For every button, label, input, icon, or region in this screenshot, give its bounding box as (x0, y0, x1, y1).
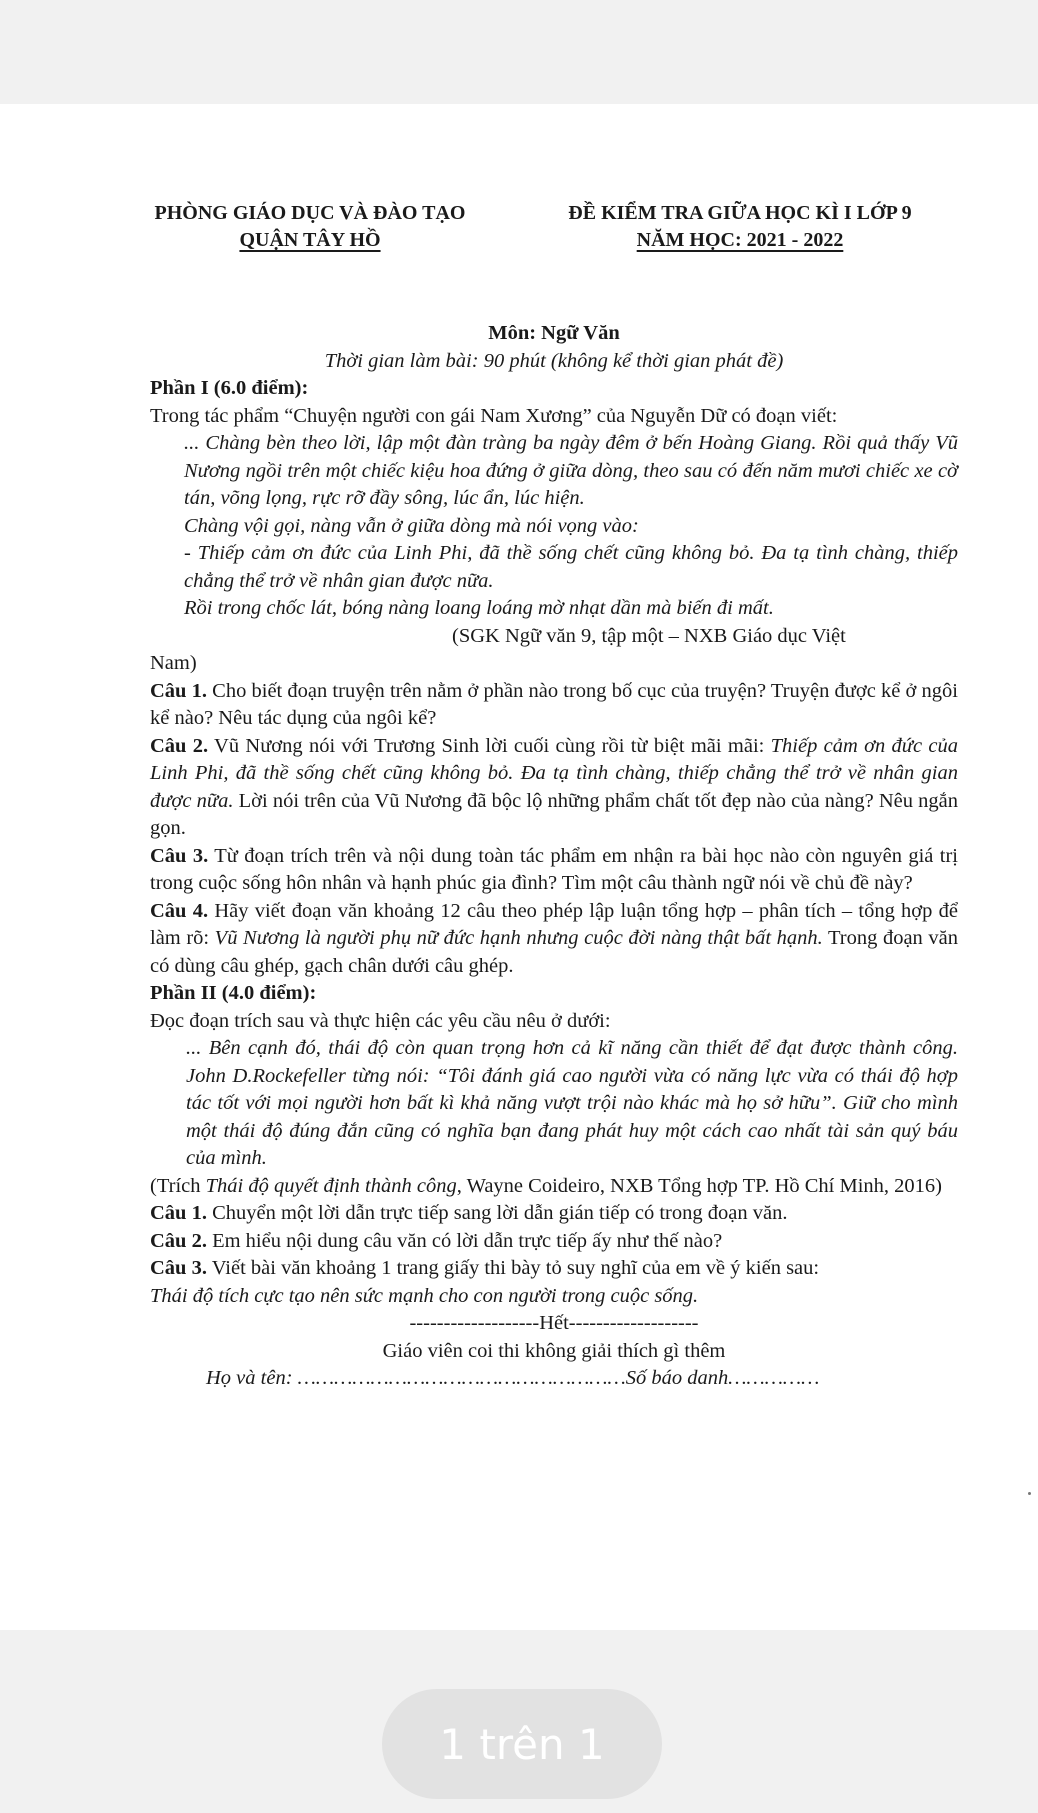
part1-question-4 (150, 898, 958, 981)
part1-excerpt-3: - Thiếp cảm ơn đức của Linh Phi, đã thề sống chết cũng không bỏ. Đa tạ tình chàng, thiếp chẳng thể trở về nhân gian được nữa. (184, 542, 958, 592)
question-text: Chuyển một lời dẫn trực tiếp sang lời dẫn gián tiếp có trong đoạn văn. (206, 1202, 788, 1224)
part1-question-3 (150, 843, 958, 898)
question-label: Câu 3. (150, 844, 209, 867)
part1-excerpt-1: ... Chàng bèn theo lời, lập một đàn tràng ba ngày đêm ở bến Hoàng Giang. Rồi quả thấy Vũ Nương ngồi trên một chiếc kiệu hoa đứng ở giữa dòng, theo sau có đến năm mươi chiếc xe cờ tán, võng lọng, rực rỡ đầy sông, lúc ẩn, lúc hiện. (184, 432, 958, 509)
exam-header (520, 200, 960, 254)
part2-question-3-quote: Thái độ tích cực tạo nên sức mạnh cho con người trong cuộc sống. (150, 1284, 699, 1307)
question-text: Cho biết đoạn truyện trên nằm ở phần nào trong bố cục của truyện? Truyện được kể ở ngôi kể nào? Nêu tác dụng của ngôi kể? (150, 679, 958, 729)
page-indicator: 1 trên 1 (382, 1689, 662, 1799)
question-label: Câu 1. (150, 679, 207, 702)
part2-question-3 (150, 1255, 958, 1283)
part1-source-line2: Nam) (150, 652, 197, 674)
invigilator-note: Giáo viên coi thi không giải thích gì thêm (382, 1339, 726, 1362)
question-text: Lời nói trên của Vũ Nương đã bộc lộ những phẩm chất tốt đẹp nào của nàng? Nêu ngắn gọn. (150, 789, 958, 839)
question-label: Câu 4. (150, 899, 209, 922)
part2-question-2 (150, 1228, 958, 1256)
question-text: Từ đoạn trích trên và nội dung toàn tác phẩm em nhận ra bài học nào còn nguyên giá trị trong cuộc sống hôn nhân và hạnh phúc gia đình? Tìm một câu thành ngữ nói về chủ đề này? (150, 844, 958, 894)
district-name: QUẬN TÂY HỒ (239, 229, 381, 251)
time-limit: Thời gian làm bài: 90 phút (không kể thời gian phát đề) (324, 349, 784, 372)
question-label: Câu 2. (150, 734, 209, 757)
question-text: Vũ Nương nói với Trương Sinh lời cuối cùng rồi từ biệt mãi mãi: (208, 734, 771, 757)
part1-excerpt-2: Chàng vội gọi, nàng vẫn ở giữa dòng mà nói vọng vào: (184, 514, 639, 537)
school-header (120, 200, 500, 254)
question-label: Câu 2. (150, 1229, 207, 1252)
question-label: Câu 1. (150, 1202, 207, 1224)
part1-excerpt-4: Rồi trong chốc lát, bóng nàng loang loáng mờ nhạt dần mà biến đi mất. (184, 597, 774, 619)
candidate-info-line: Họ và tên: ………………………………………………Số báo danh…………… (206, 1367, 820, 1389)
department-name: PHÒNG GIÁO DỤC VÀ ĐÀO TẠO (154, 202, 466, 224)
end-mark: -------------------Hết------------------- (409, 1312, 699, 1334)
question-text: Viết bài văn khoảng 1 trang giấy thi bày tỏ suy nghĩ của em về ý kiến sau: (206, 1257, 820, 1279)
part1-intro: Trong tác phẩm “Chuyện người con gái Nam Xương” của Nguyễn Dữ có đoạn viết: (150, 404, 838, 427)
part2-question-1 (150, 1200, 958, 1228)
question-quote: Thiếp cảm ơn đức của Linh Phi, đã thề sống chết cũng không bỏ. Đa tạ tình chàng, thiếp chẳng thể trở về nhân gian được nữa. (150, 734, 958, 812)
question-text: Hãy viết đoạn văn khoảng 12 câu theo phép lập luận tổng hợp – phân tích – tổng hợp để làm rõ: (150, 899, 958, 949)
part2-source (150, 1173, 958, 1201)
part1-question-1 (150, 678, 958, 733)
subject: Môn: Ngữ Văn (488, 322, 620, 344)
document-page (0, 104, 1038, 1630)
part2-intro: Đọc đoạn trích sau và thực hiện các yêu cầu nêu ở dưới: (150, 1009, 611, 1032)
part2-excerpt: ... Bên cạnh đó, thái độ còn quan trọng hơn cả kĩ năng cần thiết để đạt được thành công. John D.Rockefeller từng nói: “Tôi đánh giá cao người vừa có năng lực vừa có thái độ hợp tác tốt với mọi người hơn bất kì khả năng vượt trội nào khác mà họ sở hữu”. Giữ cho mình một thái độ đúng đắn cũng có nghĩa bạn đang phát huy một cách cao nhất tài sản quý báu của mình. (186, 1037, 958, 1169)
exam-title: ĐỀ KIỂM TRA GIỮA HỌC KÌ I LỚP 9 (568, 202, 912, 224)
question-quote: Vũ Nương là người phụ nữ đức hạnh nhưng cuộc đời nàng thật bất hạnh. (214, 927, 823, 949)
school-year: NĂM HỌC: 2021 - 2022 (636, 229, 844, 251)
source-title: Thái độ quyết định thành công (205, 1174, 457, 1197)
part1-title: Phần I (6.0 điểm): (150, 377, 309, 399)
part1-source-line1: (SGK Ngữ văn 9, tập một – NXB Giáo dục Việt (452, 624, 846, 647)
source-prefix: (Trích (150, 1174, 206, 1197)
question-label: Câu 3. (150, 1257, 207, 1279)
exam-body (150, 320, 958, 1393)
source-suffix: , Wayne Coideiro, NXB Tổng hợp TP. Hồ Chí Minh, 2016) (456, 1174, 942, 1197)
part1-question-2 (150, 733, 958, 843)
question-text: Trong đoạn văn có dùng câu ghép, gạch chân dưới câu ghép. (150, 927, 958, 977)
scan-speck (1028, 1492, 1031, 1495)
part2-title: Phần II (4.0 điểm): (150, 982, 317, 1004)
question-text: Em hiểu nội dung câu văn có lời dẫn trực tiếp ấy như thế nào? (206, 1229, 723, 1252)
